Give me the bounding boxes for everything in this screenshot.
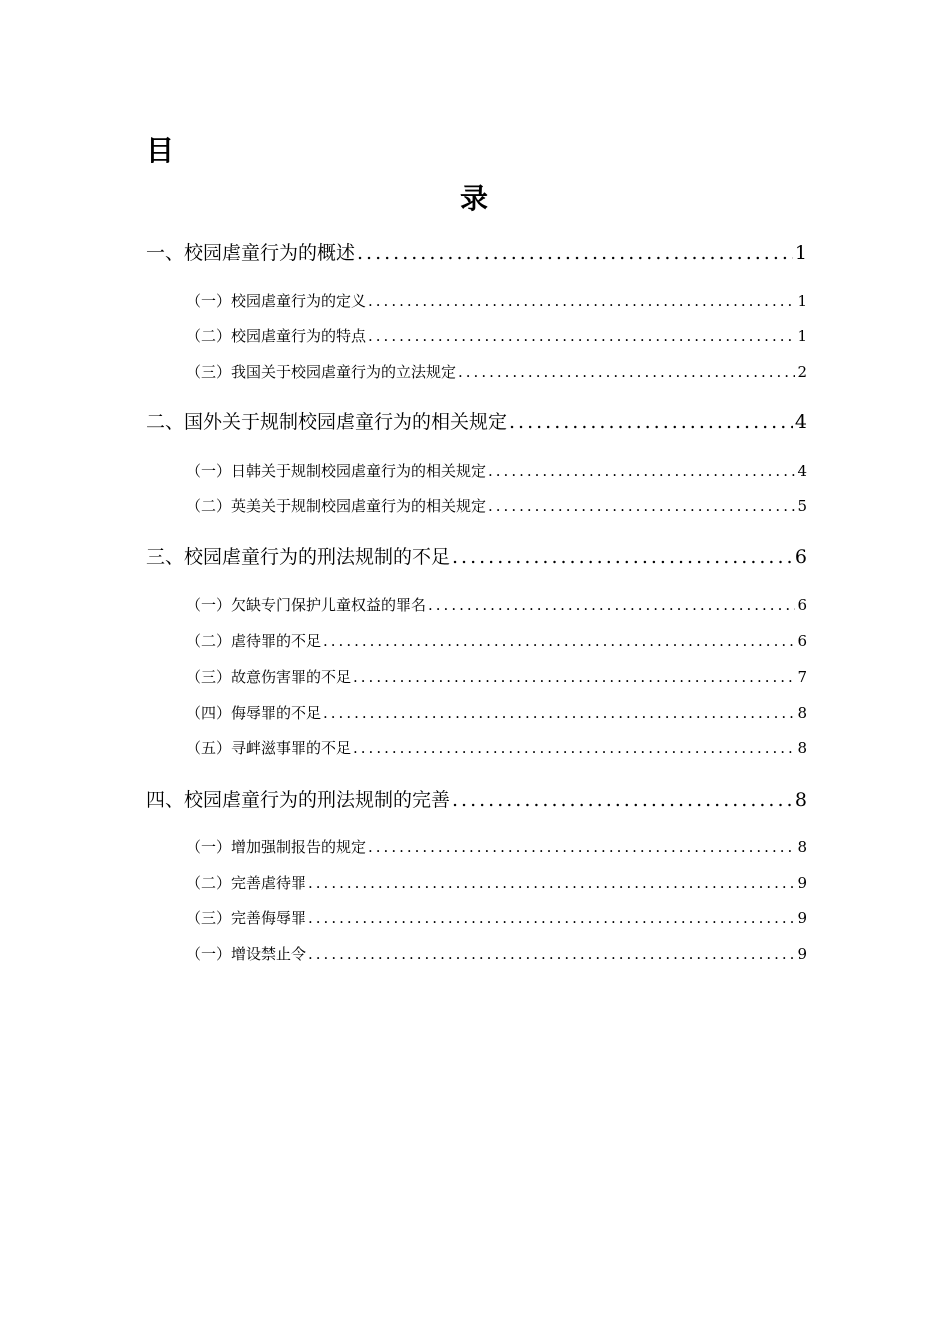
- toc-entry-text: （一）校园虐童行为的定义: [186, 292, 367, 310]
- toc-entry-section-1[interactable]: [146, 238, 807, 265]
- toc-leader-dots: [357, 242, 793, 264]
- toc-leader-dots: [488, 462, 795, 480]
- toc-leader-dots: [308, 945, 795, 963]
- toc-page-number: 1: [794, 242, 807, 264]
- toc-leader-dots: [452, 546, 793, 568]
- toc-entry-subsection[interactable]: [186, 594, 807, 615]
- toc-entry-text: 二、国外关于规制校园虐童行为的相关规定: [146, 411, 508, 433]
- toc-page-number: 8: [797, 704, 807, 722]
- toc-leader-dots: [509, 411, 793, 433]
- toc-entry-text: （三）故意伤害罪的不足: [186, 668, 352, 686]
- toc-entry-subsection[interactable]: [186, 460, 807, 481]
- toc-entry-subsection[interactable]: [186, 702, 807, 723]
- toc-leader-dots: [368, 292, 795, 310]
- toc-leader-dots: [353, 739, 795, 757]
- toc-page-number: 9: [797, 874, 807, 892]
- toc-page-number: 8: [797, 838, 807, 856]
- toc-entry-subsection[interactable]: [186, 630, 807, 651]
- toc-leader-dots: [452, 789, 793, 811]
- toc-entry-text: 一、校园虐童行为的概述: [146, 242, 356, 264]
- toc-page-number: 5: [797, 497, 807, 515]
- toc-leader-dots: [323, 632, 795, 650]
- toc-entry-text: 三、校园虐童行为的刑法规制的不足: [146, 546, 451, 568]
- toc-page-number: 4: [797, 462, 807, 480]
- toc-entry-text: （三）我国关于校园虐童行为的立法规定: [186, 363, 457, 381]
- toc-entry-subsection[interactable]: [186, 495, 807, 516]
- toc-entry-subsection[interactable]: [186, 666, 807, 687]
- toc-page-number: 1: [797, 292, 807, 310]
- toc-entry-text: 四、校园虐童行为的刑法规制的完善: [146, 789, 451, 811]
- toc-leader-dots: [488, 497, 795, 515]
- toc-entry-text: （五）寻衅滋事罪的不足: [186, 739, 352, 757]
- toc-entry-text: （二）虐待罪的不足: [186, 632, 322, 650]
- toc-entry-subsection[interactable]: [186, 325, 807, 346]
- toc-entry-section-4[interactable]: [146, 785, 807, 812]
- toc-entry-text: （二）完善虐待罪: [186, 874, 307, 892]
- toc-entry-text: （三）完善侮辱罪: [186, 909, 307, 927]
- toc-page-number: 1: [797, 327, 807, 345]
- toc-page-number: 8: [794, 789, 807, 811]
- toc-entry-subsection[interactable]: [186, 907, 807, 928]
- toc-page-number: 6: [794, 546, 807, 568]
- toc-page-number: 6: [797, 596, 807, 614]
- toc-entry-subsection[interactable]: [186, 361, 807, 382]
- toc-entry-subsection[interactable]: [186, 943, 807, 964]
- toc-entry-subsection[interactable]: [186, 737, 807, 758]
- toc-leader-dots: [458, 363, 795, 381]
- toc-leader-dots: [368, 838, 795, 856]
- toc-entry-text: （一）欠缺专门保护儿童权益的罪名: [186, 596, 427, 614]
- toc-entry-text: （一）增加强制报告的规定: [186, 838, 367, 856]
- toc-leader-dots: [368, 327, 795, 345]
- toc-leader-dots: [428, 596, 795, 614]
- toc-entry-section-2[interactable]: [146, 407, 807, 434]
- toc-entry-subsection[interactable]: [186, 290, 807, 311]
- toc-page-number: 2: [797, 363, 807, 381]
- toc-page-number: 8: [797, 739, 807, 757]
- toc-entry-text: （二）校园虐童行为的特点: [186, 327, 367, 345]
- toc-entry-text: （一）增设禁止令: [186, 945, 307, 963]
- toc-leader-dots: [308, 909, 795, 927]
- page-title-second-char: 录: [460, 182, 489, 215]
- toc-entry-text: （四）侮辱罪的不足: [186, 704, 322, 722]
- toc-leader-dots: [323, 704, 795, 722]
- toc-page-number: 9: [797, 945, 807, 963]
- toc-page-number: 6: [797, 632, 807, 650]
- toc-entry-section-3[interactable]: [146, 542, 807, 569]
- toc-page-number: 9: [797, 909, 807, 927]
- toc-entry-text: （二）英美关于规制校园虐童行为的相关规定: [186, 497, 487, 515]
- toc-entry-subsection[interactable]: [186, 836, 807, 857]
- toc-entry-text: （一）日韩关于规制校园虐童行为的相关规定: [186, 462, 487, 480]
- toc-entry-subsection[interactable]: [186, 872, 807, 893]
- toc-page-number: 4: [794, 411, 807, 433]
- toc-leader-dots: [353, 668, 795, 686]
- toc-leader-dots: [308, 874, 795, 892]
- page-title-first-char: 目: [146, 134, 175, 167]
- toc-page-number: 7: [797, 668, 807, 686]
